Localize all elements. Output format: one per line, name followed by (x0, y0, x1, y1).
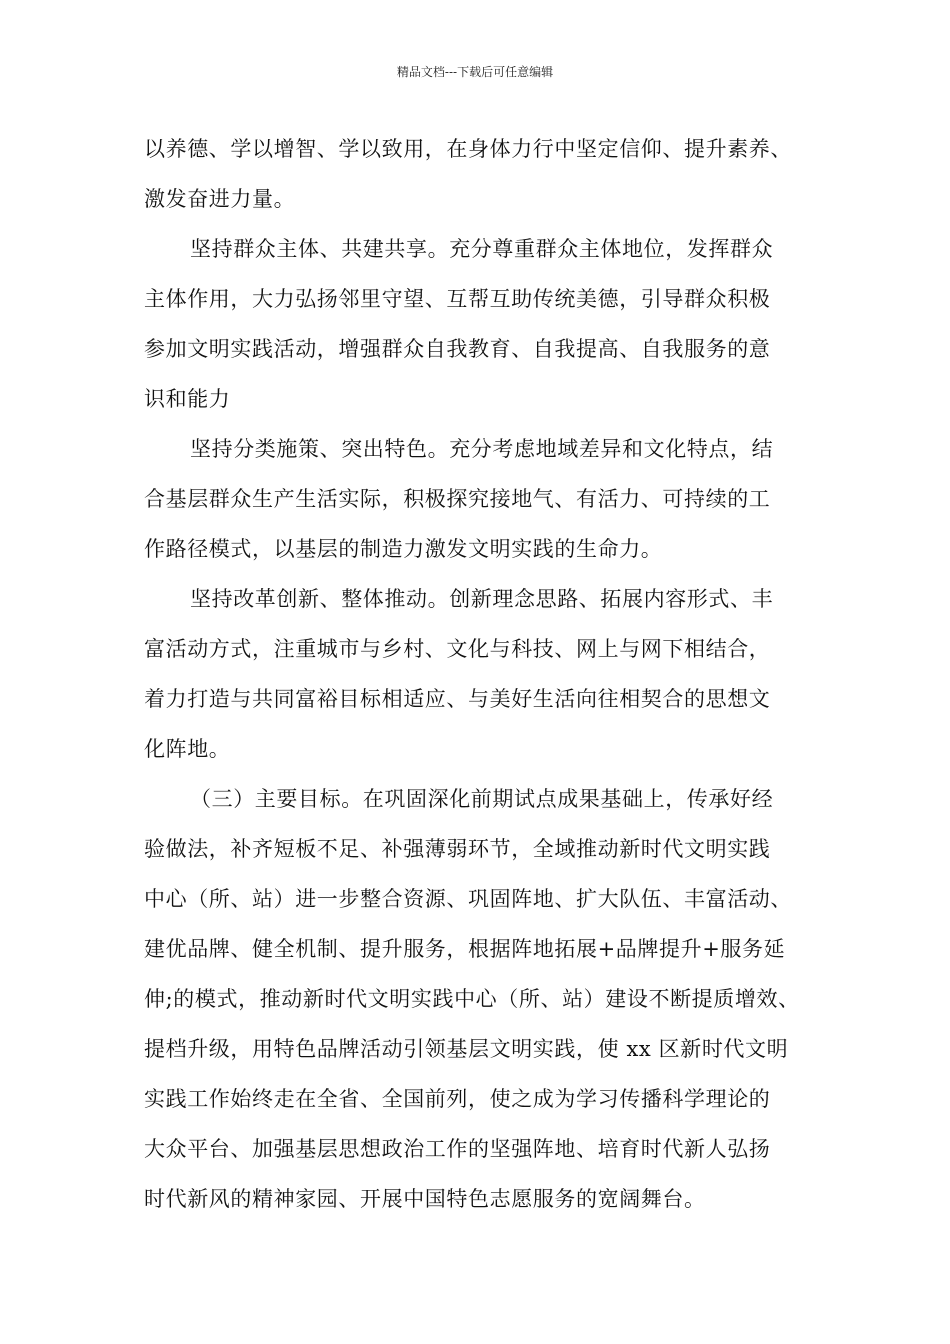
text-line: 富活动方式，注重城市与乡村、文化与科技、网上与网下相结合， (144, 637, 771, 661)
text-line: 伸;的模式，推动新时代文明实践中心（所、站）建设不断提质增效、 (144, 987, 800, 1011)
text-line: 激发奋进力量。 (144, 187, 296, 211)
paragraph-start-line: 坚持群众主体、共建共享。充分尊重群众主体地位，发挥群众 (190, 237, 774, 261)
page-header: 精品文档---下载后可任意编辑 (396, 65, 554, 79)
paragraph-start-line: （三）主要目标。在巩固深化前期试点成果基础上，传承好经 (190, 787, 774, 811)
text-line: 合基层群众生产生活实际，积极探究接地气、有活力、可持续的工 (144, 487, 771, 511)
text-line: 建优品牌、健全机制、提升服务，根据阵地拓展+品牌提升+服务延 (144, 937, 786, 961)
text-line: 以养德、学以增智、学以致用，在身体力行中坚定信仰、提升素养、 (144, 137, 792, 161)
text-line: 化阵地。 (144, 737, 231, 761)
text-line: 实践工作始终走在全省、全国前列，使之成为学习传播科学理论的 (144, 1087, 771, 1111)
text-line: 识和能力 (144, 387, 231, 411)
text-line: 大众平台、加强基层思想政治工作的坚强阵地、培育时代新人弘扬 (144, 1137, 771, 1161)
text-line: 时代新风的精神家园、开展中国特色志愿服务的宽阔舞台。 (144, 1187, 706, 1211)
text-line: 验做法，补齐短板不足、补强薄弱环节，全域推动新时代文明实践 (144, 837, 771, 861)
text-line: 参加文明实践活动，增强群众自我教育、自我提高、自我服务的意 (144, 337, 771, 361)
text-line: 提档升级，用特色品牌活动引领基层文明实践，使 xx 区新时代文明 (144, 1037, 789, 1061)
paragraph-start-line: 坚持分类施策、突出特色。充分考虑地域差异和文化特点，结 (190, 437, 774, 461)
paragraph-start-line: 坚持改革创新、整体推动。创新理念思路、拓展内容形式、丰 (190, 587, 774, 611)
text-line: 主体作用，大力弘扬邻里守望、互帮互助传统美德，引导群众积极 (144, 287, 771, 311)
text-line: 中心（所、站）进一步整合资源、巩固阵地、扩大队伍、丰富活动、 (144, 887, 792, 911)
text-line: 着力打造与共同富裕目标相适应、与美好生活向往相契合的思想文 (144, 687, 771, 711)
document-body (144, 124, 824, 1224)
text-line: 作路径模式，以基层的制造力激发文明实践的生命力。 (144, 537, 663, 561)
